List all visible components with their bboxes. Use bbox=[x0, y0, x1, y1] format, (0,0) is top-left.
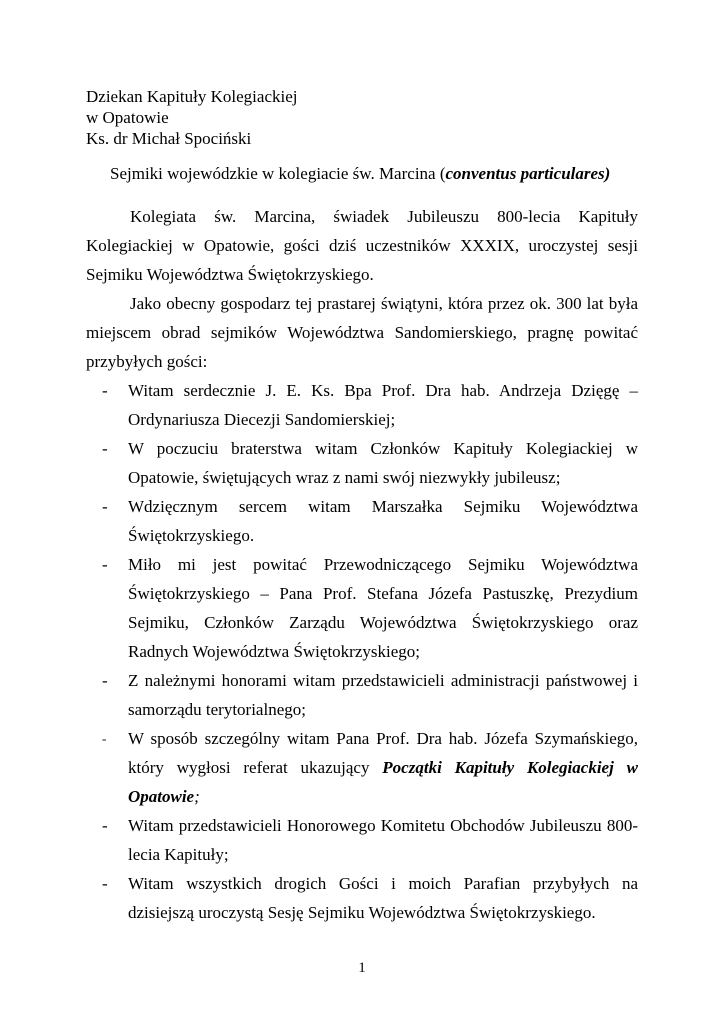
list-item bbox=[86, 434, 638, 492]
title-emphasis: conventus particulares) bbox=[445, 164, 611, 183]
list-item bbox=[86, 811, 638, 869]
list-dash: - bbox=[102, 555, 108, 574]
list-item-text: Witam serdecznie J. E. Ks. Bpa Prof. Dra hab. Andrzeja Dzięgę – Ordynariusza Diecezji Sandomierskiej; bbox=[128, 381, 638, 429]
author-line-1: Dziekan Kapituły Kolegiackiej bbox=[86, 87, 298, 106]
list-dash: - bbox=[102, 731, 107, 746]
author-block bbox=[86, 86, 297, 149]
list-dash: - bbox=[102, 874, 108, 893]
page-number: 1 bbox=[358, 960, 366, 976]
list-item-text: Miło mi jest powitać Przewodniczącego Sejmiku Województwa Świętokrzyskiego – Pana Prof. Stefana Józefa Pastuszkę, Prezydium Sejmiku, Członków Zarządu Województwa Świętokrzyskiego oraz Radnych Województwa Świętokrzyskiego; bbox=[128, 555, 638, 661]
greetings-list bbox=[86, 376, 638, 927]
list-dash: - bbox=[102, 671, 108, 690]
lecture-title-suffix: ; bbox=[194, 787, 200, 806]
author-line-2: w Opatowie bbox=[86, 108, 169, 127]
list-item-text: Witam przedstawicieli Honorowego Komitetu Obchodów Jubileuszu 800-lecia Kapituły; bbox=[128, 816, 638, 864]
document-body bbox=[86, 202, 638, 927]
title-text: Sejmiki wojewódzkie w kolegiacie św. Marcina ( bbox=[110, 164, 446, 183]
paragraph-2: Jako obecny gospodarz tej prastarej świątyni, która przez ok. 300 lat była miejscem obrad sejmików Województwa Sandomierskiego, pragnę powitać przybyłych gości: bbox=[86, 294, 638, 371]
list-item bbox=[86, 376, 638, 434]
list-dash: - bbox=[102, 497, 108, 516]
list-item bbox=[86, 492, 638, 550]
paragraph-1: Kolegiata św. Marcina, świadek Jubileuszu 800-lecia Kapituły Kolegiackiej w Opatowie, gości dziś uczestników XXXIX, uroczystej sesji Sejmiku Województwa Świętokrzyskiego. bbox=[86, 207, 638, 284]
lecture-title: Początki Kapituły Kolegiackiej w Opatowie bbox=[128, 758, 638, 806]
author-line-3: Ks. dr Michał Spociński bbox=[86, 129, 252, 148]
list-item-text: Witam wszystkich drogich Gości i moich Parafian przybyłych na dzisiejszą uroczystą Sesję Sejmiku Województwa Świętokrzyskiego. bbox=[128, 874, 638, 922]
list-dash: - bbox=[102, 816, 108, 835]
list-item bbox=[86, 869, 638, 927]
list-item-special bbox=[86, 724, 638, 811]
list-item-text: W sposób szczególny witam Pana Prof. Dra hab. Józefa Szymańskiego, który wygłosi referat ukazujący bbox=[128, 729, 638, 777]
list-item-text: W poczuciu braterstwa witam Członków Kapituły Kolegiackiej w Opatowie, świętujących wraz z nami swój niezwykły jubileusz; bbox=[128, 439, 638, 487]
list-item bbox=[86, 666, 638, 724]
list-dash: - bbox=[102, 439, 108, 458]
document-title bbox=[110, 163, 610, 184]
list-item-text: Z należnymi honorami witam przedstawicieli administracji państwowej i samorządu terytorialnego; bbox=[128, 671, 638, 719]
list-item-text: Wdzięcznym sercem witam Marszałka Sejmiku Województwa Świętokrzyskiego. bbox=[128, 497, 638, 545]
list-item bbox=[86, 550, 638, 666]
list-dash: - bbox=[102, 381, 108, 400]
